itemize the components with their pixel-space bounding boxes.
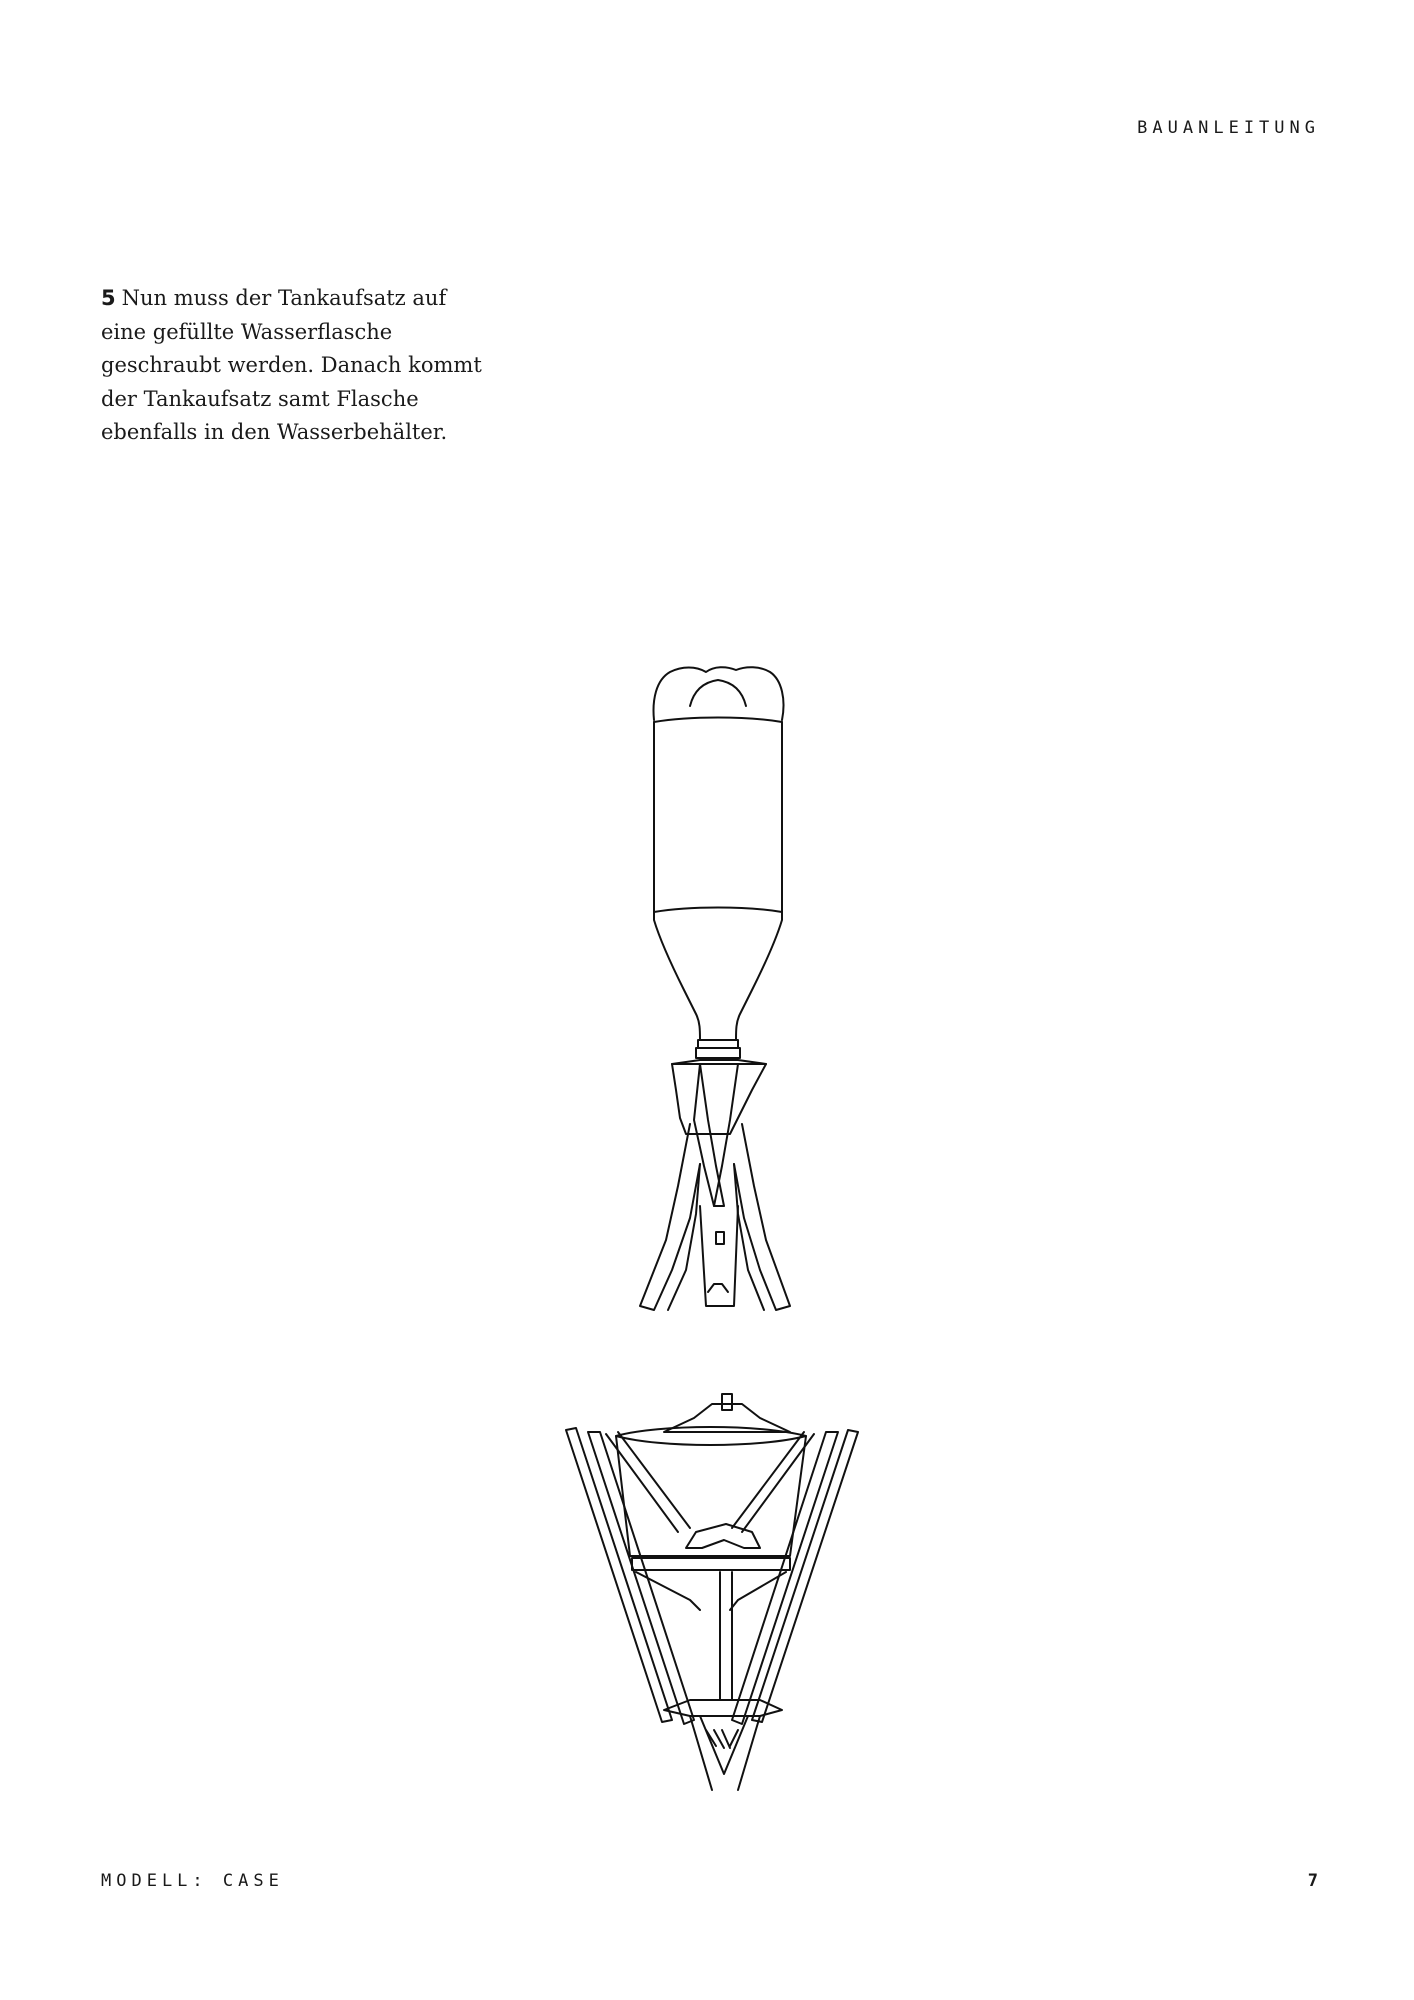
bottle-base-inner: [690, 680, 746, 706]
bottle-shoulder: [654, 912, 782, 1040]
container-base-legs: [690, 1716, 760, 1790]
step-line-5: ebenfalls in den Wasserbehälter.: [101, 420, 448, 444]
container-strut-right: [732, 1432, 814, 1532]
bottle-body: [654, 722, 782, 912]
page-number: 7: [1307, 1871, 1318, 1891]
container-ring: [632, 1558, 790, 1570]
tank-leg-left: [640, 1124, 700, 1310]
container-hub: [686, 1524, 760, 1548]
bottle-thread: [696, 1048, 740, 1058]
footer-model-label: MODELL: CASE: [101, 1871, 284, 1891]
tank-funnel: [672, 1064, 766, 1134]
bottle-base-ring: [654, 718, 782, 723]
container-rod: [720, 1572, 732, 1700]
bottle-on-tank-illustration: [640, 667, 790, 1310]
tank-center-leg-foot: [708, 1284, 728, 1292]
container-base-hatch: [706, 1730, 738, 1748]
container-pole-left-2: [588, 1432, 694, 1724]
step-line-4: der Tankaufsatz samt Flasche: [101, 386, 419, 411]
tank-center-leg: [700, 1206, 738, 1306]
step-line-2: eine gefüllte Wasserflasche: [101, 319, 393, 344]
bottle-label-ring: [654, 908, 782, 913]
step-number: 5: [101, 286, 116, 310]
container-lower-cone: [636, 1572, 786, 1610]
step-line-1: 5 Nun muss der Tankaufsatz auf: [101, 286, 447, 310]
container-pole-right-2: [732, 1432, 838, 1724]
step-line-3: geschraubt werden. Danach kommt: [101, 353, 482, 377]
container-bowl: [616, 1427, 806, 1556]
container-top-knob: [722, 1394, 732, 1410]
container-bowl-rim: [616, 1436, 806, 1445]
container-pole-left: [566, 1428, 672, 1722]
container-pole-right: [752, 1430, 858, 1722]
section-title: BAUANLEITUNG: [1137, 118, 1320, 138]
tank-leg-right: [734, 1124, 790, 1310]
tank-in-container-illustration: [566, 1394, 858, 1790]
bottle-neck: [698, 1040, 738, 1048]
bottle-base-petals: [654, 667, 784, 720]
container-strut-left: [606, 1432, 690, 1532]
tank-valve-slot: [716, 1232, 724, 1244]
